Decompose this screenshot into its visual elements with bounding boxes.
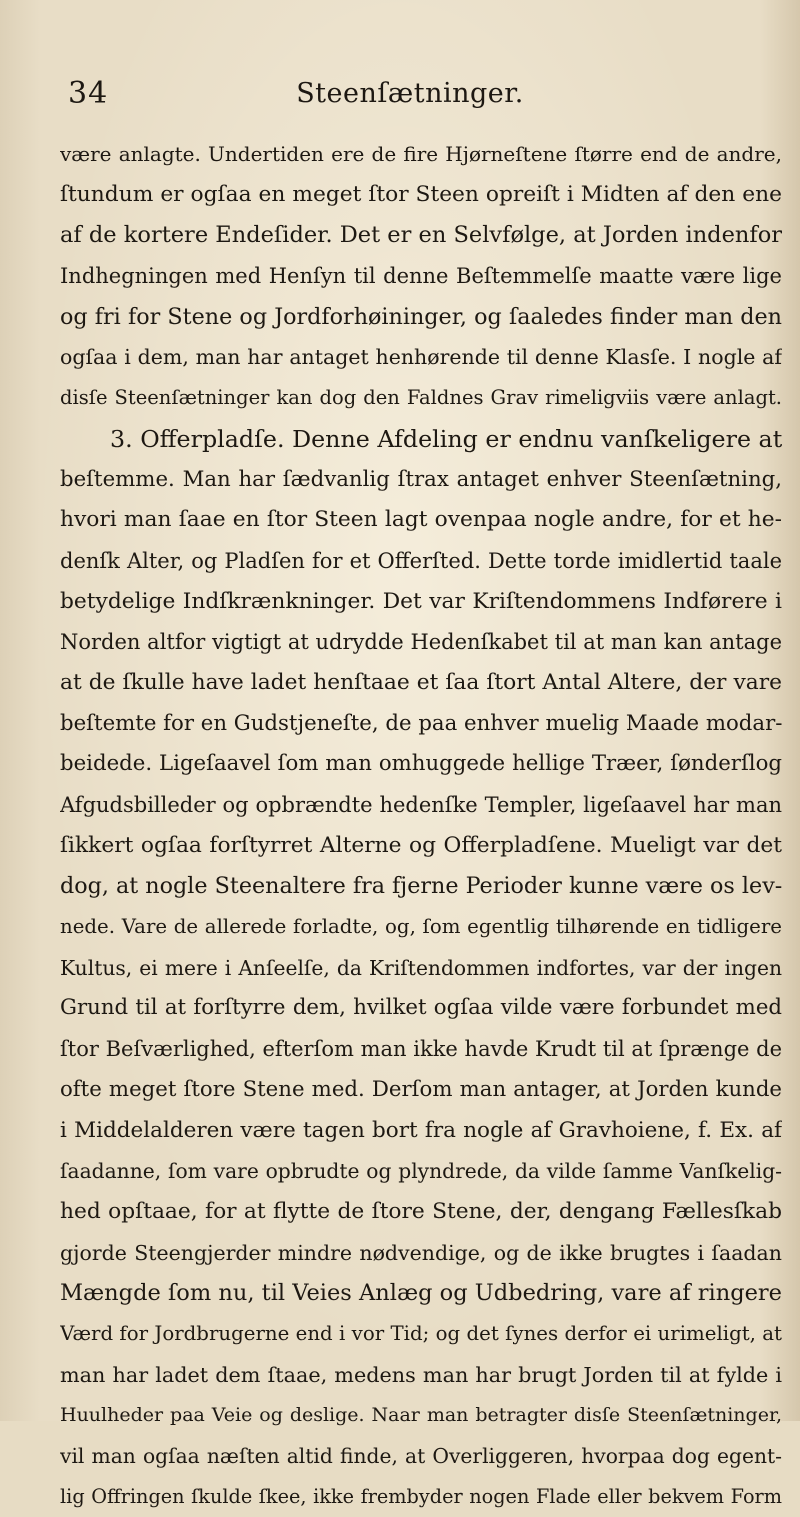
text-line: Norden altfor vigtigt at udrydde Hedenſkabet til at man kan antage <box>60 630 782 655</box>
text-line: denſk Alter, og Pladſen for et Offerſted. Dette torde imidlertid taale <box>60 548 782 573</box>
section-heading-line: 3. Offerpladſe. Denne Afdeling er endnu vanſkeligere at <box>110 424 782 453</box>
text-line: ſikkert ogſaa forſtyrret Alterne og Offerpladſene. Mueligt var det <box>60 832 782 858</box>
text-line: disſe Steenſætninger kan dog den Faldnes Grav rimeligviis være anlagt. <box>60 386 782 410</box>
text-line: gjorde Steengjerder mindre nødvendige, og de ikke brugtes i ſaadan <box>60 1240 782 1265</box>
text-line: lig Offringen ſkulde ſkee, ikke frembyder nogen Flade eller bekvem Form <box>60 1484 782 1508</box>
text-line: man har ladet dem ſtaae, medens man har brugt Jorden til at fylde i <box>60 1362 782 1387</box>
text-line: ſtor Beſværlighed, efterſom man ikke havde Krudt til at ſprænge de <box>60 1037 782 1062</box>
text-line: være anlagte. Undertiden ere de fire Hjørneſtene ſtørre end de andre, <box>60 142 782 166</box>
text-line: ogſaa i dem, man har antaget henhørende til denne Klasſe. I nogle af <box>60 345 782 370</box>
text-line: ofte meget ſtore Stene med. Derſom man antager, at Jorden kunde <box>60 1076 782 1102</box>
text-line: vil man ogſaa næſten altid finde, at Overliggeren, hvorpaa dog egent- <box>60 1444 782 1468</box>
body-text <box>60 134 782 1517</box>
text-line: beidede. Ligeſaavel ſom man omhuggede hellige Træer, ſønderſlog <box>60 751 782 777</box>
text-line: Indhegningen med Henſyn til denne Beſtemmelſe maatte være lige <box>60 264 782 289</box>
text-line: dog, at nogle Steenaltere fra fjerne Perioder kunne være os lev- <box>60 873 782 900</box>
text-line: Kultus, ei mere i Anſeelſe, da Kriſtendommen indfortes, var der ingen <box>60 955 782 980</box>
page-header <box>60 76 760 116</box>
text-line: Huulheder paa Veie og deslige. Naar man betragter disſe Steenſætninger, <box>60 1404 782 1427</box>
text-line: at de ſkulle have ladet henſtaae et ſaa ſtort Antal Altere, der vare <box>60 669 782 695</box>
text-line: af de kortere Endeſider. Det er en Selvfølge, at Jorden indenfor <box>60 222 782 249</box>
text-line: hvori man ſaae en ſtor Steen lagt ovenpaa nogle andre, for et he- <box>60 507 782 533</box>
text-line: beſtemte for en Gudstjeneſte, de paa enhver muelig Maade modar- <box>60 710 782 736</box>
running-title: Steenſætninger. <box>296 78 524 109</box>
text-line: betydelige Indſkrænkninger. Det var Kriſtendommens Indførere i <box>60 588 782 614</box>
text-line: ſtundum er ogſaa en meget ſtor Steen opreiſt i Midten af den ene <box>60 181 782 207</box>
page-number: 34 <box>68 76 109 111</box>
text-line: beſtemme. Man har ſædvanlig ſtrax antaget enhver Steenſætning, <box>60 466 782 492</box>
text-line: i Middelalderen være tagen bort fra nogle af Gravhoiene, f. Ex. af <box>60 1117 782 1143</box>
text-line: hed opſtaae, for at flytte de ſtore Stene, der, dengang Fællesſkab <box>60 1198 782 1224</box>
text-line: Mængde ſom nu, til Veies Anlæg og Udbedring, vare af ringere <box>60 1280 782 1307</box>
text-line: Afgudsbilleder og opbrændte hedenſke Templer, ligeſaavel har man <box>60 793 782 817</box>
text-line: Grund til at forſtyrre dem, hvilket ogſaa vilde være forbundet med <box>60 995 782 1021</box>
text-line: Værd for Jordbrugerne end i vor Tid; og det ſynes derfor ei urimeligt, at <box>60 1321 782 1345</box>
text-line: ſaadanne, ſom vare opbrudte og plyndrede, da vilde ſamme Vanſkelig- <box>60 1159 782 1184</box>
text-line: og fri for Stene og Jordforhøininger, og ſaaledes finder man den <box>60 303 782 330</box>
text-line: nede. Vare de allerede forladte, og, ſom egentlig tilhørende en tidligere <box>60 915 782 939</box>
